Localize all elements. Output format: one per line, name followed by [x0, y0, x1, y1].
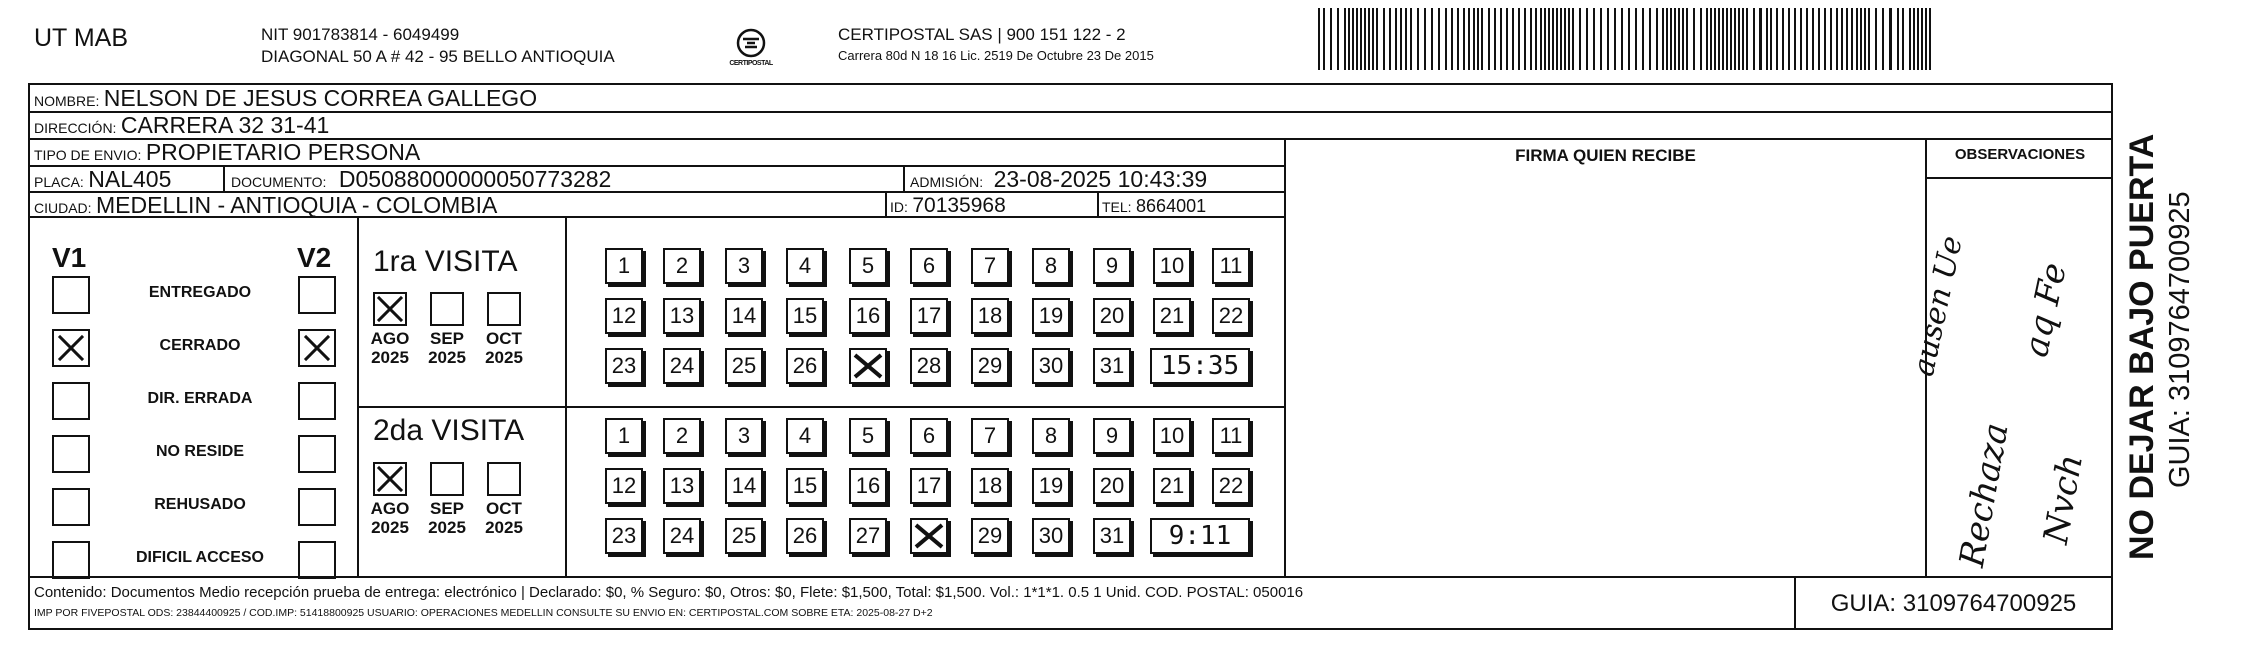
- day-box[interactable]: 15: [786, 468, 824, 504]
- v2-label: V2: [297, 242, 332, 273]
- status-checkbox-v1[interactable]: [52, 329, 90, 367]
- day-box[interactable]: 7: [971, 248, 1009, 284]
- handwritten-note: Nvch: [2036, 451, 2092, 547]
- plate-value: NAL405: [88, 166, 172, 192]
- status-label: ENTREGADO: [148, 284, 252, 301]
- month-year: 2025: [371, 518, 409, 537]
- day-box[interactable]: 30: [1032, 348, 1070, 384]
- day-box[interactable]: 29: [971, 348, 1009, 384]
- month-name: AGO: [370, 329, 410, 348]
- day-box[interactable]: 14: [725, 298, 763, 334]
- handwritten-note: ausen Ue: [1906, 232, 1970, 380]
- month-year: 2025: [485, 518, 523, 537]
- day-box[interactable]: 16: [849, 468, 887, 504]
- admission-value: 23-08-2025 10:43:39: [993, 166, 1208, 192]
- admission-label: ADMISIÓN:: [910, 174, 984, 190]
- month-year: 2025: [485, 348, 523, 367]
- row-divider: [357, 406, 1286, 408]
- type-label: TIPO DE ENVIO:: [34, 147, 142, 163]
- day-box[interactable]: 11: [1212, 248, 1250, 284]
- content-description: Contenido: Documentos Medio recepción prueba de entrega: electrónico | Declarado: $0, % Seguro: $0, Otros: $0, Flete: $1,500, Total: $1,500. Vol.: 1*1*1. 0.5 1 Unid. COD. POSTAL: 050016: [34, 584, 1304, 601]
- day-box[interactable]: 14: [725, 468, 763, 504]
- month-name: OCT: [486, 499, 522, 518]
- recipient-name: NELSON DE JESUS CORREA GALLEGO: [103, 85, 538, 111]
- day-box[interactable]: 24: [663, 518, 701, 554]
- day-box[interactable]: 10: [1153, 418, 1191, 454]
- day-box[interactable]: 10: [1153, 248, 1191, 284]
- day-box[interactable]: 8: [1032, 418, 1070, 454]
- day-box[interactable]: 23: [605, 348, 643, 384]
- day-box[interactable]: 1: [605, 248, 643, 284]
- status-checkbox-v1[interactable]: [52, 276, 90, 314]
- day-box[interactable]: 22: [1212, 468, 1250, 504]
- name-field: [34, 85, 537, 112]
- day-box[interactable]: 12: [605, 298, 643, 334]
- month-checkbox[interactable]: [373, 462, 407, 496]
- status-label: DIFICIL ACCESO: [135, 549, 264, 566]
- carrier-license: Carrera 80d N 18 16 Lic. 2519 De Octubre 23 De 2015: [838, 48, 1154, 63]
- month-name: OCT: [486, 329, 522, 348]
- visit-time: 9:11: [1150, 518, 1250, 554]
- month-year: 2025: [428, 518, 466, 537]
- id-label: ID:: [890, 199, 908, 215]
- document-value: D05088000000050773282: [338, 166, 612, 192]
- print-info: IMP POR FIVEPOSTAL ODS: 23844400925 / COD.IMP: 51418800925 USUARIO: OPERACIONES MEDELLIN CONSULTE SU ENVIO EN: CERTIPOSTAL.COM SOBRE ETA: 2025-08-27 D+2: [34, 607, 933, 619]
- status-checkbox-v2[interactable]: [298, 435, 336, 473]
- month-label: [421, 499, 473, 537]
- day-box[interactable]: [849, 348, 887, 384]
- day-box[interactable]: 18: [971, 298, 1009, 334]
- day-box[interactable]: 17: [910, 298, 948, 334]
- day-box[interactable]: 11: [1212, 418, 1250, 454]
- day-box[interactable]: 26: [786, 348, 824, 384]
- col-divider: [357, 216, 359, 576]
- day-box[interactable]: 16: [849, 298, 887, 334]
- day-box[interactable]: 31: [1093, 518, 1131, 554]
- col-divider: [903, 165, 905, 191]
- day-box[interactable]: 9: [1093, 248, 1131, 284]
- day-box[interactable]: 25: [725, 348, 763, 384]
- day-box[interactable]: 21: [1153, 298, 1191, 334]
- day-box[interactable]: 5: [849, 418, 887, 454]
- month-checkbox[interactable]: [430, 292, 464, 326]
- month-checkbox[interactable]: [430, 462, 464, 496]
- day-box[interactable]: 31: [1093, 348, 1131, 384]
- month-label: [478, 329, 530, 367]
- day-box[interactable]: 4: [786, 248, 824, 284]
- day-box[interactable]: 18: [971, 468, 1009, 504]
- day-box[interactable]: 20: [1093, 468, 1131, 504]
- observations-header: OBSERVACIONES: [1954, 146, 2086, 163]
- status-checkbox-v2[interactable]: [298, 382, 336, 420]
- day-box[interactable]: 1: [605, 418, 643, 454]
- day-box[interactable]: 8: [1032, 248, 1070, 284]
- plate-label: PLACA:: [34, 174, 84, 190]
- city-field: [34, 192, 497, 219]
- signature-header: FIRMA QUIEN RECIBE: [1515, 146, 1696, 165]
- company-nit: NIT 901783814 - 6049499: [261, 25, 460, 44]
- day-box[interactable]: 13: [663, 298, 701, 334]
- status-checkbox-v2[interactable]: [298, 329, 336, 367]
- month-name: AGO: [370, 499, 410, 518]
- day-box[interactable]: 23: [605, 518, 643, 554]
- day-box[interactable]: 22: [1212, 298, 1250, 334]
- status-checkbox-v2[interactable]: [298, 488, 336, 526]
- document-label: DOCUMENTO:: [231, 174, 327, 190]
- day-box[interactable]: 15: [786, 298, 824, 334]
- day-box[interactable]: 3: [725, 418, 763, 454]
- day-box[interactable]: 6: [910, 418, 948, 454]
- month-name: SEP: [429, 499, 465, 518]
- status-checkbox-v2[interactable]: [298, 276, 336, 314]
- status-label: NO RESIDE: [155, 443, 244, 460]
- recipient-address: CARRERA 32 31-41: [120, 112, 330, 138]
- status-label: CERRADO: [159, 337, 241, 354]
- tel-label: TEL:: [1102, 199, 1132, 215]
- tel-value: 8664001: [1136, 196, 1207, 216]
- col-divider: [223, 165, 225, 191]
- first-visit-title: 1ra VISITA: [373, 245, 518, 278]
- month-label: [364, 329, 416, 367]
- col-divider: [1284, 138, 1286, 576]
- day-box[interactable]: 21: [1153, 468, 1191, 504]
- row-divider: [1925, 177, 2113, 179]
- day-box[interactable]: 3: [725, 248, 763, 284]
- shipment-type: PROPIETARIO PERSONA: [145, 139, 421, 165]
- day-box[interactable]: 2: [663, 418, 701, 454]
- v1-label: V1: [52, 242, 87, 273]
- side-warning: NO DEJAR BAJO PUERTA: [2123, 133, 2161, 560]
- day-box[interactable]: 6: [910, 248, 948, 284]
- side-guia: GUIA: 3109764700925: [2164, 191, 2196, 488]
- guia-number: GUIA: 3109764700925: [1830, 590, 2077, 617]
- certipostal-logo: [726, 26, 776, 72]
- shipment-type-field: [34, 139, 420, 166]
- day-box[interactable]: 13: [663, 468, 701, 504]
- month-checkbox[interactable]: [487, 292, 521, 326]
- month-label: [421, 329, 473, 367]
- status-label: DIR. ERRADA: [147, 390, 253, 407]
- plate-field: [34, 166, 171, 193]
- status-checkbox-v1[interactable]: [52, 488, 90, 526]
- day-box[interactable]: 12: [605, 468, 643, 504]
- month-checkbox[interactable]: [487, 462, 521, 496]
- company-name: UT MAB: [34, 24, 128, 52]
- month-label: [478, 499, 530, 537]
- month-checkbox[interactable]: [373, 292, 407, 326]
- visit-time: 15:35: [1150, 348, 1250, 384]
- status-label: REHUSADO: [154, 496, 246, 513]
- status-checkbox-v1[interactable]: [52, 382, 90, 420]
- carrier-name: CERTIPOSTAL SAS | 900 151 122 - 2: [838, 25, 1126, 44]
- day-box[interactable]: 26: [786, 518, 824, 554]
- status-checkbox-v2[interactable]: [298, 541, 336, 579]
- address-field: [34, 112, 329, 139]
- address-label: DIRECCIÓN:: [34, 120, 117, 136]
- status-checkbox-v1[interactable]: [52, 435, 90, 473]
- second-visit-title: 2da VISITA: [373, 414, 525, 447]
- col-divider: [565, 216, 567, 576]
- day-box[interactable]: 4: [786, 418, 824, 454]
- handwritten-note: aq Fe: [2016, 259, 2075, 361]
- month-name: SEP: [429, 329, 465, 348]
- handwritten-note: Rechaza: [1952, 420, 2017, 570]
- row-divider: [28, 576, 2113, 578]
- month-label: [364, 499, 416, 537]
- day-box[interactable]: 7: [971, 418, 1009, 454]
- day-box[interactable]: 29: [971, 518, 1009, 554]
- day-box[interactable]: 25: [725, 518, 763, 554]
- admission-field: [910, 166, 1207, 193]
- day-box[interactable]: 19: [1032, 298, 1070, 334]
- col-divider: [885, 191, 887, 216]
- day-box[interactable]: 30: [1032, 518, 1070, 554]
- month-year: 2025: [428, 348, 466, 367]
- company-address: DIAGONAL 50 A # 42 - 95 BELLO ANTIOQUIA: [261, 47, 615, 66]
- day-box[interactable]: [910, 518, 948, 554]
- day-box[interactable]: 19: [1032, 468, 1070, 504]
- barcode: [1318, 8, 1934, 70]
- document-field: [231, 166, 611, 193]
- tel-field: [1102, 196, 1206, 217]
- day-box[interactable]: 24: [663, 348, 701, 384]
- logo-text: CERTIPOSTAL: [729, 60, 773, 67]
- col-divider: [1097, 191, 1099, 216]
- day-box[interactable]: 5: [849, 248, 887, 284]
- day-box[interactable]: 28: [910, 348, 948, 384]
- day-box[interactable]: 27: [849, 518, 887, 554]
- day-box[interactable]: 17: [910, 468, 948, 504]
- city-value: MEDELLIN - ANTIOQUIA - COLOMBIA: [96, 192, 498, 218]
- id-value: 70135968: [912, 194, 1006, 217]
- city-label: CIUDAD:: [34, 200, 92, 216]
- status-checkbox-v1[interactable]: [52, 541, 90, 579]
- month-year: 2025: [371, 348, 409, 367]
- day-box[interactable]: 20: [1093, 298, 1131, 334]
- day-box[interactable]: 2: [663, 248, 701, 284]
- day-box[interactable]: 9: [1093, 418, 1131, 454]
- id-field: [890, 194, 1006, 218]
- name-label: NOMBRE:: [34, 93, 100, 109]
